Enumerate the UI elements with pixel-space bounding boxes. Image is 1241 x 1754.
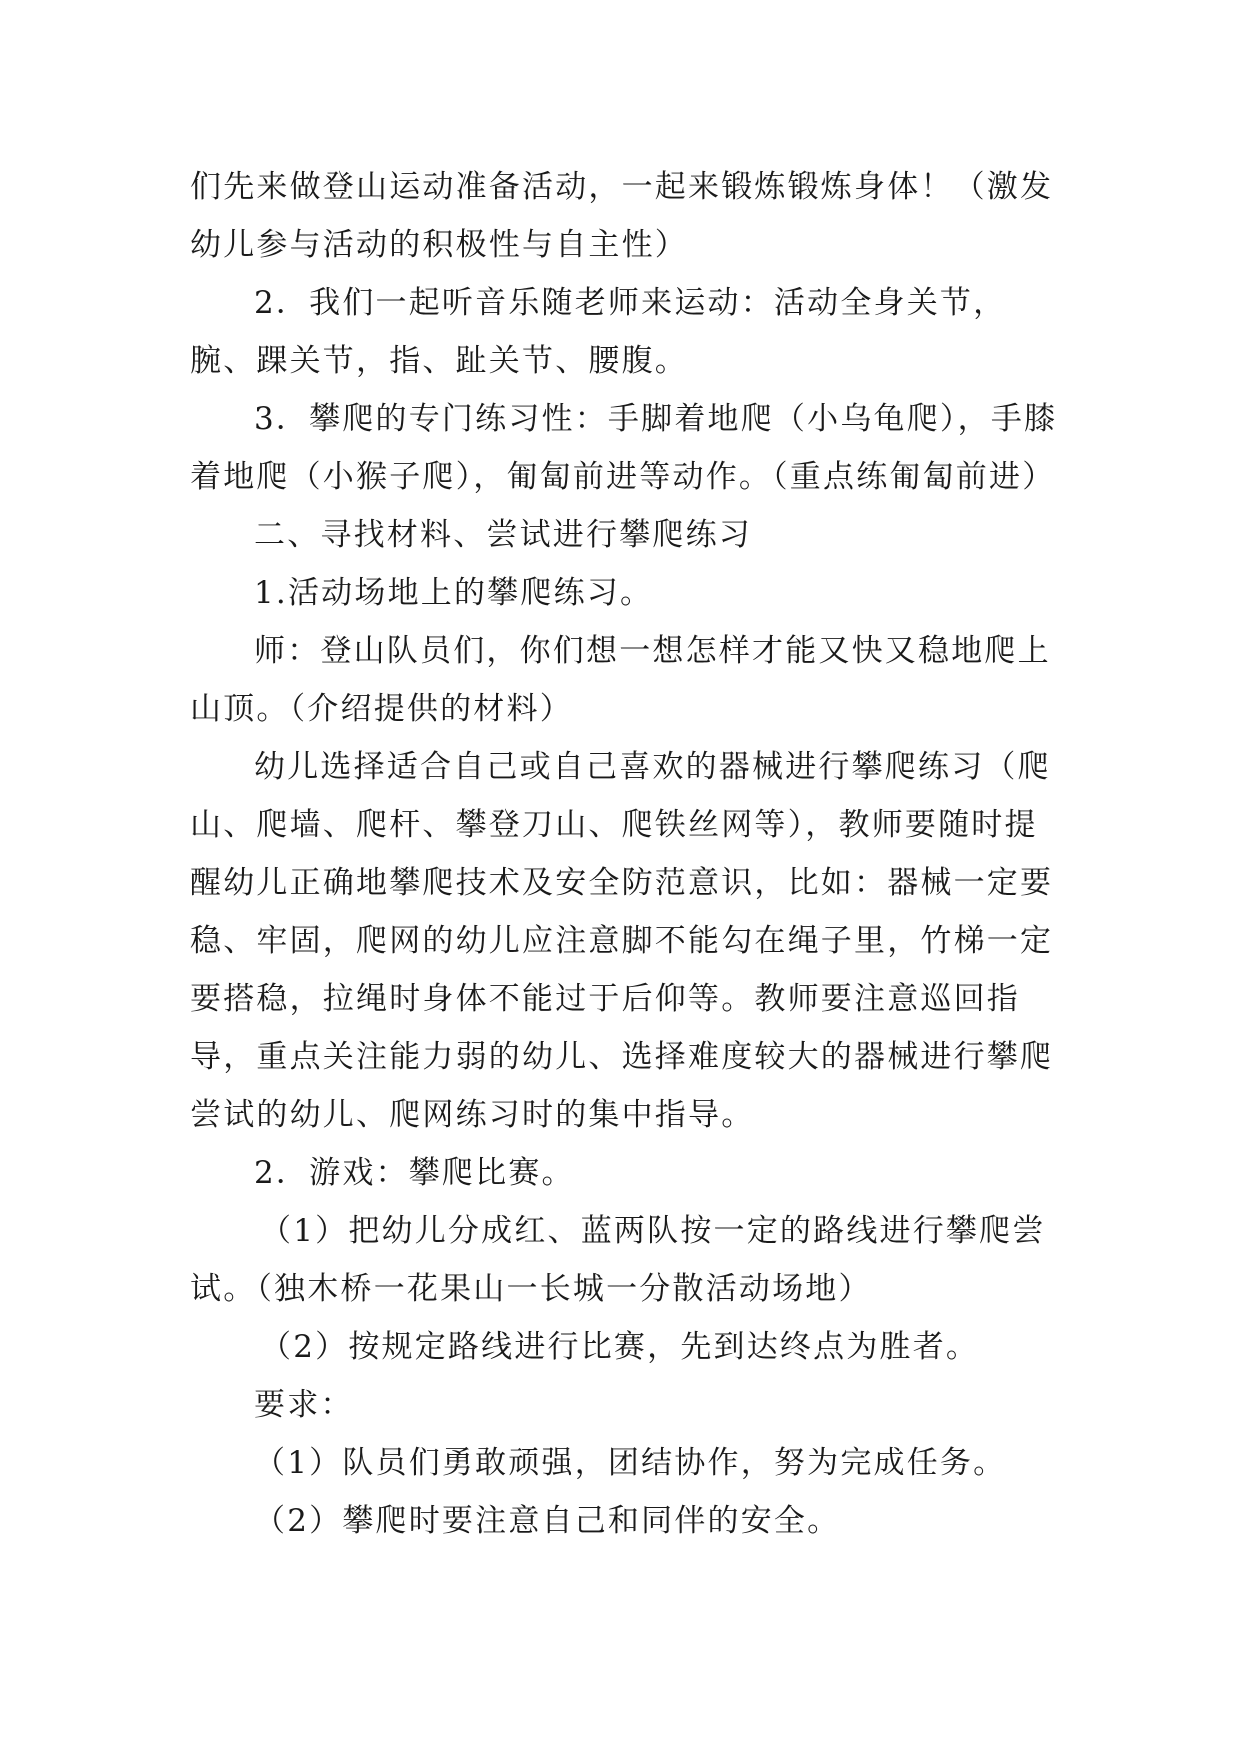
section-heading-2: 二、寻找材料、尝试进行攀爬练习: [254, 517, 752, 553]
paragraph-game-title: 2．游戏：攀爬比赛。: [254, 1155, 575, 1191]
paragraph-requirements-label: 要求：: [254, 1387, 354, 1423]
paragraph-requirement-2: （2）攀爬时要注意自己和同伴的安全。: [254, 1503, 841, 1539]
document-body: [190, 158, 1070, 1550]
paragraph-teacher-prompt: 师：登山队员们，你们想一想怎样才能又快又稳地爬上山顶。（介绍提供的材料）: [190, 633, 1051, 727]
paragraph-field-practice: 1.活动场地上的攀爬练习。: [254, 575, 654, 611]
paragraph-step-3-crawl-practice: 3．攀爬的专门练习性：手脚着地爬（小乌龟爬），手膝着地爬（小猴子爬），匍匐前进等动作。（重点练匍匐前进）: [190, 401, 1058, 495]
paragraph-game-rule-2: （2）按规定路线进行比赛，先到达终点为胜者。: [260, 1329, 980, 1365]
paragraph-intro-continuation: 们先来做登山运动准备活动，一起来锻炼锻炼身体！（激发幼儿参与活动的积极性与自主性）: [190, 169, 1054, 263]
paragraph-game-rule-1: （1）把幼儿分成红、蓝两队按一定的路线进行攀爬尝试。（独木桥一花果山一长城一分散活动场地）: [190, 1213, 1046, 1307]
paragraph-requirement-1: （1）队员们勇敢顽强，团结协作，努为完成任务。: [254, 1445, 1007, 1481]
paragraph-children-choose-equipment: 幼儿选择适合自己或自己喜欢的器械进行攀爬练习（爬山、爬墙、爬杆、攀登刀山、爬铁丝网等），教师要随时提醒幼儿正确地攀爬技术及安全防范意识，比如：器械一定要稳、牢固，爬网的幼儿应注意脚不能勾在绳子里，竹梯一定要搭稳，拉绳时身体不能过于后仰等。教师要注意巡回指导，重点关注能力弱的幼儿、选择难度较大的器械进行攀爬尝试的幼儿、爬网练习时的集中指导。: [190, 749, 1054, 1133]
paragraph-step-2-warmup: 2．我们一起听音乐随老师来运动：活动全身关节，腕、踝关节，指、趾关节、腰腹。: [190, 285, 1007, 379]
